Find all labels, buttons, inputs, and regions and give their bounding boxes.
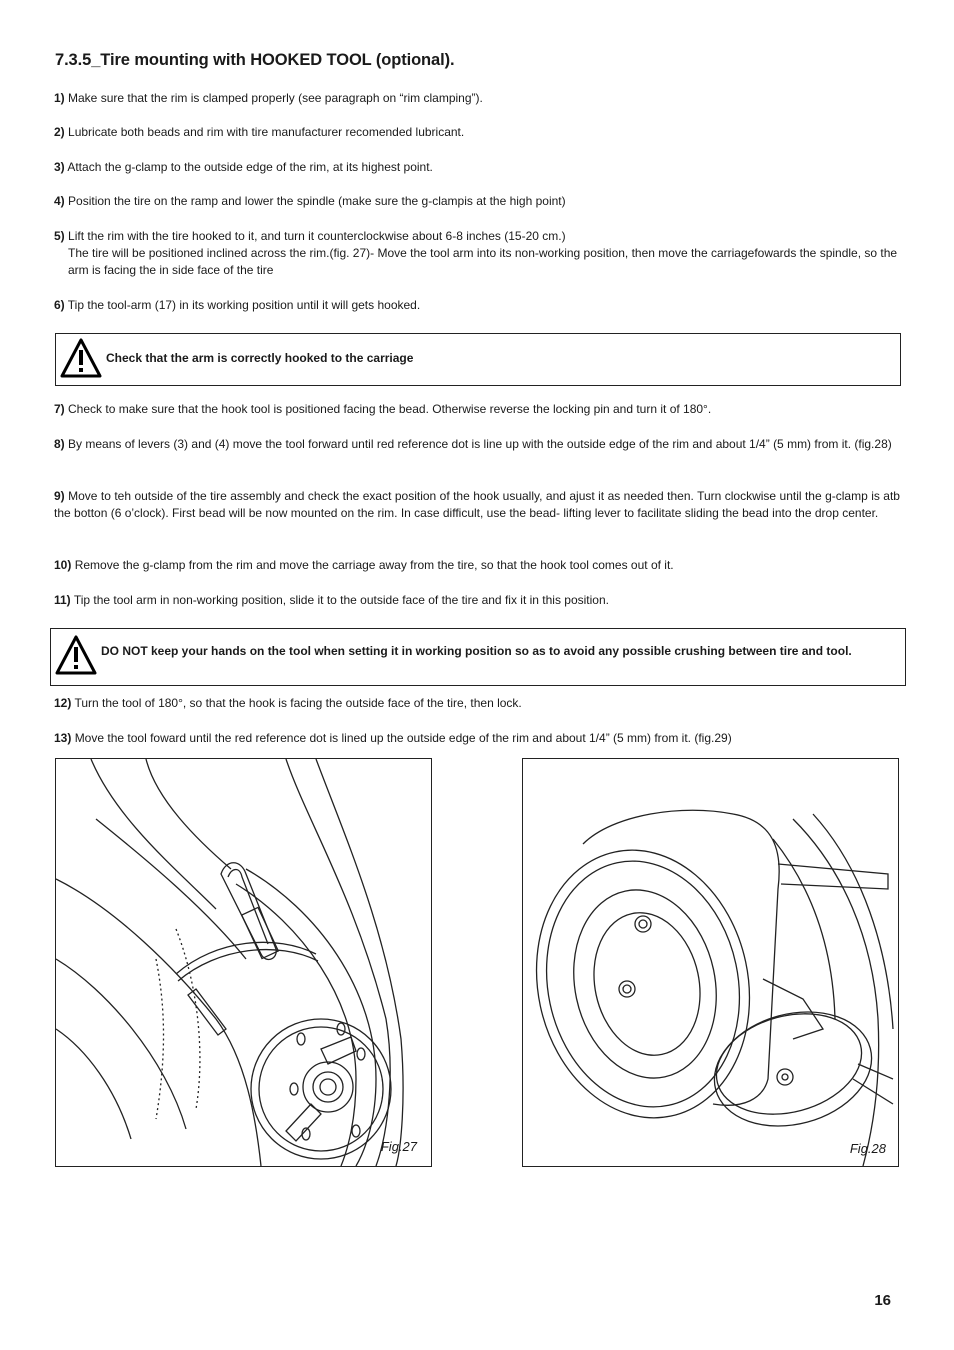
step-9: 9) Move to teh outside of the tire assembly and check the exact position of the hook usually, and ajust it as needed then. Turn clockwise until the g-clamp is atb the botton (6 o’clock). First bead will be now mounted on the rim. In case difficult, use the bead- lifting lever to facilitate sliding the bead into the drop center.	[54, 489, 900, 520]
step-3: 3) Attach the g-clamp to the outside edge of the rim, at its highest point.	[54, 160, 433, 174]
figure-28-caption: Fig.28	[849, 1141, 886, 1156]
tire-hook-tool-illustration	[56, 759, 431, 1166]
step-10: 10) Remove the g-clamp from the rim and move the carriage away from the tire, so that the hook tool comes out of it.	[54, 558, 674, 572]
step-2: 2) Lubricate both beads and rim with tire manufacturer recomended lubricant.	[54, 125, 465, 139]
rim-and-tool-illustration	[523, 759, 898, 1166]
step-1: 1) Make sure that the rim is clamped properly (see paragraph on “rim clamping”).	[54, 91, 483, 105]
figure-28	[522, 758, 899, 1167]
warning-text-2: DO NOT keep your hands on the tool when setting it in working position so as to avoid any possible crushing between tire and tool.	[101, 644, 852, 658]
warning-box-1	[55, 333, 901, 386]
step-5-continuation: The tire will be positioned inclined across the rim.(fig. 27)- Move the tool arm into its non-working position, then move the carriagefowards the spindle, so the arm is facing the in side face of the tire	[68, 246, 898, 277]
step-6: 6) Tip the tool-arm (17) in its working position until it will gets hooked.	[54, 298, 421, 312]
step-11: 11) Tip the tool arm in non-working position, slide it to the outside face of the tire and fix it in this position.	[54, 593, 609, 607]
warning-triangle-icon	[54, 634, 98, 676]
step-7: 7) Check to make sure that the hook tool is positioned facing the bead. Otherwise reverse the locking pin and turn it of 180°.	[54, 402, 712, 416]
warning-triangle-icon	[59, 337, 103, 379]
page-number: 16	[874, 1292, 891, 1309]
figure-27-caption: Fig.27	[380, 1139, 417, 1154]
warning-text-1: Check that the arm is correctly hooked to the carriage	[106, 351, 414, 365]
step-8: 8) By means of levers (3) and (4) move the tool forward until red reference dot is line up with the outside edge of the rim and about 1/4” (5 mm) from it. (fig.28)	[54, 437, 892, 451]
page-title: 7.3.5_Tire mounting with HOOKED TOOL (optional).	[55, 51, 455, 69]
warning-box-2	[50, 628, 906, 686]
figure-27	[55, 758, 432, 1167]
step-4: 4) Position the tire on the ramp and lower the spindle (make sure the g-clampis at the high point)	[54, 194, 566, 208]
step-5: 5) Lift the rim with the tire hooked to it, and turn it counterclockwise about 6-8 inches (15-20 cm.) The tire will be positioned inclined across the rim.(fig. 27)- Move the tool arm into its non-working position, then move the carriagefowards the spindle, so the arm is facing the in side face of the tire	[54, 228, 900, 279]
step-13: 13) Move the tool foward until the red reference dot is lined up the outside edge of the rim and about 1/4” (5 mm) from it. (fig.29)	[54, 731, 732, 745]
step-12: 12) Turn the tool of 180°, so that the hook is facing the outside face of the tire, then lock.	[54, 696, 522, 710]
